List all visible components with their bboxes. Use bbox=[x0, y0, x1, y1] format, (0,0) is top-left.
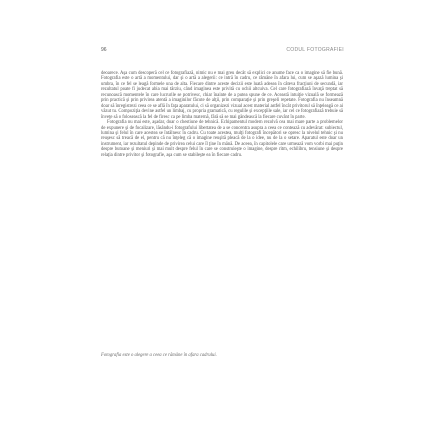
page-header bbox=[101, 44, 344, 56]
running-head: CODUL FOTOGRAFIEI bbox=[286, 47, 344, 53]
paragraph: deoarece. Aşa cum descoperă cel ce fotografiază, nimic nu e mai greu decât să explici ce anume face ca o imagine să fie bună. Fotografia este o artă a momentului, dar şi o artă a alegerii: ce intră în cadru, ce rămâne în afara lui, cum se aşază lumina şi umbra, în ce fel se leagă formele una de alta. Fiecare dintre aceste decizii este luată adesea în câteva fracţiuni de secundă, iar rezultatul poate fi judecat abia mai târziu, când imaginea este privită cu ochii altcuiva. Cel care fotografiază învaţă treptat să recunoască momentele în care lucrurile se potrivesc, chiar înainte de a putea spune de ce. Această intuiţie vizuală se formează prin practică şi prin privirea atentă a imaginilor făcute de alţii, prin comparaţie şi prin greşeli repetate. Fotografia nu înseamnă doar să înregistrezi ceea ce se află în faţa aparatului, ci să organizezi vizual acest material astfel încât privitorul să înţeleagă ce ai văzut tu. Compoziţia devine astfel un limbaj, cu propria gramatică, cu regulile şi excepţiile sale, iar cel ce fotografiază trebuie să înveţe să o folosească la fel de firesc ca pe limba maternă, fără să se mai gândească la fiecare cuvânt în parte. bbox=[101, 71, 343, 120]
caption: Fotografia este o alegere a ceea ce rămâne în afara cadrului. bbox=[101, 353, 217, 358]
body-text bbox=[101, 71, 343, 158]
page-number: 96 bbox=[101, 47, 107, 53]
paragraph: Fotografia nu mai este, aşadar, doar o chestiune de tehnică. Echipamentul modern rezolvă cea mai mare parte a problemelor de expunere şi de focalizare, lăsându-i fotografului libertatea de a se concentra asupra a ceea ce contează cu adevărat: subiectul, lumina şi felul în care acestea se întâlnesc în cadru. Cu toate acestea, mulţi fotografi începători se opresc la nivelul tehnic şi nu reuşesc să treacă de el, pentru că nu înţeleg că o imagine reuşită pleacă de la o idee, nu de la o setare. Aparatul este doar un instrument, iar rezultatul depinde de privirea celui care îl ţine în mână. De aceea, în capitolele care urmează vom vorbi mai puţin despre butoane şi meniuri şi mai mult despre felul în care se construieşte o imagine, despre ritm, echilibru, tensiune şi despre relaţia dintre privitor şi fotografie, aşa cum se stabileşte ea în fiecare cadru. bbox=[101, 120, 343, 158]
